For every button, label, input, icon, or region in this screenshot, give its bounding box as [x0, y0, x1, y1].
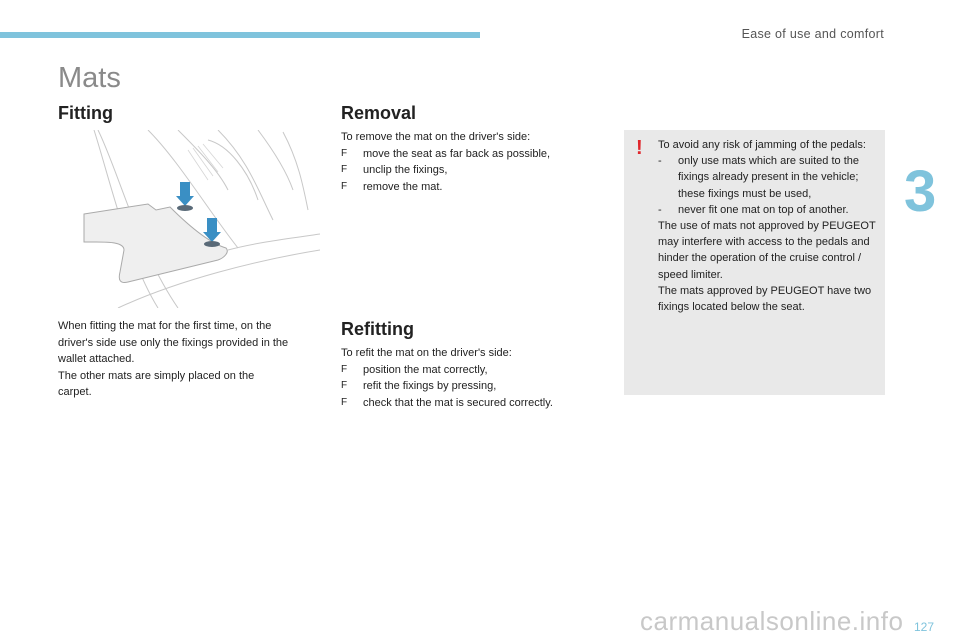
- dash-mark: -: [658, 155, 662, 168]
- warning-text: [658, 137, 880, 315]
- page-number: 127: [914, 620, 935, 634]
- warning-intro: To avoid any risk of jamming of the pedals:: [658, 139, 866, 151]
- watermark: carmanualsonline.info: [640, 606, 904, 636]
- fitting-text: [58, 318, 328, 401]
- bullet-icon: F: [341, 380, 348, 391]
- chapter-number: 3: [904, 159, 937, 224]
- bullet-icon: F: [341, 164, 348, 175]
- mat-fitting-illustration: [58, 130, 320, 308]
- warning-box: [624, 130, 885, 395]
- warning-para: The mats approved by PEUGEOT have two fixings located below the seat.: [658, 284, 872, 314]
- refitting-intro: To refit the mat on the driver's side:: [341, 347, 512, 359]
- section-label: Ease of use and comfort: [741, 27, 884, 41]
- refitting-step: F position the mat correctly,: [341, 362, 601, 379]
- header-accent-bar: [0, 32, 480, 38]
- refitting-step: F check that the mat is secured correctly.: [341, 395, 601, 412]
- dash-mark: -: [658, 203, 662, 216]
- fitting-line: The other mats are simply placed on the: [58, 369, 255, 382]
- removal-heading: Removal: [341, 103, 417, 123]
- removal-step: F move the seat as far back as possible,: [341, 146, 601, 163]
- removal-step: F unclip the fixings,: [341, 162, 601, 179]
- page-title: Mats: [58, 62, 121, 94]
- refitting-step: F refit the fixings by pressing,: [341, 378, 601, 395]
- removal-step: F remove the mat.: [341, 179, 601, 196]
- warning-item: - never fit one mat on top of another.: [658, 202, 880, 218]
- exclamation-icon: !: [636, 137, 643, 159]
- removal-intro: To remove the mat on the driver's side:: [341, 131, 531, 143]
- warning-item: - only use mats which are suited to the fixings already present in the vehicle; these fixings must be used,: [658, 155, 859, 200]
- refitting-text: [341, 345, 601, 411]
- bullet-icon: F: [341, 363, 348, 375]
- bullet-icon: F: [341, 396, 348, 408]
- removal-text: [341, 129, 601, 195]
- fitting-line: carpet.: [58, 386, 92, 398]
- fitting-heading: Fitting: [58, 103, 113, 123]
- warning-para: The use of mats not approved by PEUGEOT may interfere with access to the pedals and hinder the operation of the cruise control / speed limiter.: [658, 220, 876, 281]
- fixing-arrow-icon: [176, 182, 194, 211]
- bullet-icon: F: [341, 180, 348, 192]
- bullet-icon: F: [341, 147, 348, 159]
- fitting-line: driver's side use only the fixings provided in the: [58, 336, 289, 349]
- fitting-line: When fitting the mat for the first time, on the: [58, 320, 272, 332]
- refitting-heading: Refitting: [341, 319, 414, 339]
- fitting-line: wallet attached.: [58, 353, 135, 365]
